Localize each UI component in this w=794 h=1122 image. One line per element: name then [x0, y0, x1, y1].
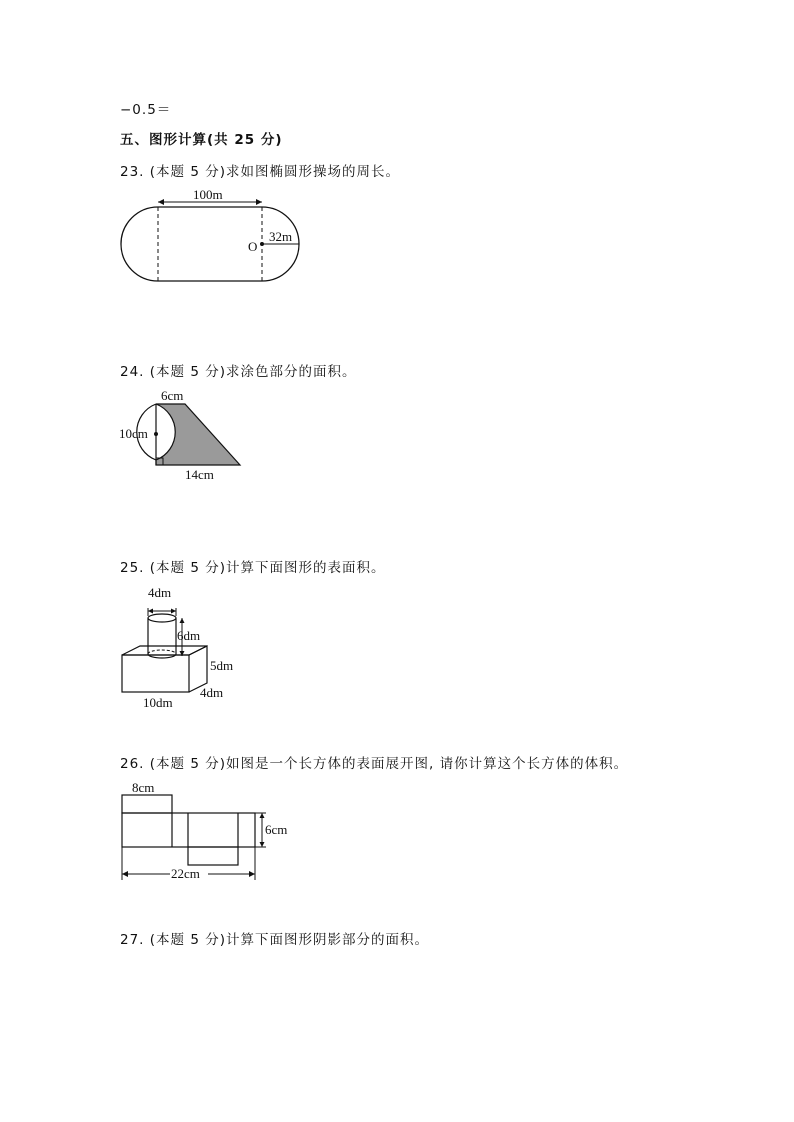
- question-number: 27.: [120, 932, 145, 948]
- box-depth-label: 4dm: [200, 685, 224, 700]
- question-25: [120, 556, 386, 576]
- question-26: [120, 752, 628, 772]
- question-text: (本题 5 分)求如图椭圆形操场的周长。: [149, 164, 400, 180]
- shaded-region: [156, 404, 240, 465]
- bottom-label: 14cm: [185, 467, 214, 482]
- cuboid-front: [122, 655, 189, 692]
- arrow-left: [158, 199, 164, 205]
- section-title: 五、图形计算(共 25 分): [120, 132, 283, 148]
- question-number: 26.: [120, 756, 145, 772]
- cylinder-top: [148, 614, 176, 622]
- question-number: 24.: [120, 364, 145, 380]
- net-top-face: [122, 795, 172, 813]
- question-text: (本题 5 分)求涂色部分的面积。: [149, 364, 357, 380]
- radius-label: 32m: [269, 229, 293, 244]
- question-text: (本题 5 分)如图是一个长方体的表面展开图, 请你计算这个长方体的体积。: [149, 756, 629, 772]
- cylinder-base-back: [148, 650, 176, 654]
- previous-question-tail: −0.5＝: [120, 102, 172, 118]
- question-23: [120, 160, 400, 180]
- left-label: 10cm: [119, 426, 148, 441]
- track-figure: [100, 185, 320, 295]
- top-label: 8cm: [132, 780, 155, 795]
- top-label: 6cm: [161, 388, 184, 403]
- cyl-height-label: 6dm: [177, 628, 201, 643]
- midpoint-dot: [154, 432, 158, 436]
- trapezoid-figure: [115, 385, 255, 485]
- diameter-label: 4dm: [148, 585, 172, 600]
- box-length-label: 10dm: [143, 695, 173, 710]
- arrow-right: [256, 199, 262, 205]
- question-24: [120, 360, 357, 380]
- net-bottom-face: [188, 847, 238, 865]
- question-number: 25.: [120, 560, 145, 576]
- bottom-label: 22cm: [171, 866, 200, 881]
- question-27: [120, 928, 429, 948]
- center-label: O: [248, 239, 258, 254]
- net-figure: [110, 778, 310, 888]
- length-label: 100m: [193, 187, 223, 202]
- question-text: (本题 5 分)计算下面图形阴影部分的面积。: [149, 932, 429, 948]
- box-height-label: 5dm: [210, 658, 234, 673]
- right-label: 6cm: [265, 822, 288, 837]
- solid-figure: [115, 580, 255, 710]
- question-text: (本题 5 分)计算下面图形的表面积。: [149, 560, 386, 576]
- question-number: 23.: [120, 164, 145, 180]
